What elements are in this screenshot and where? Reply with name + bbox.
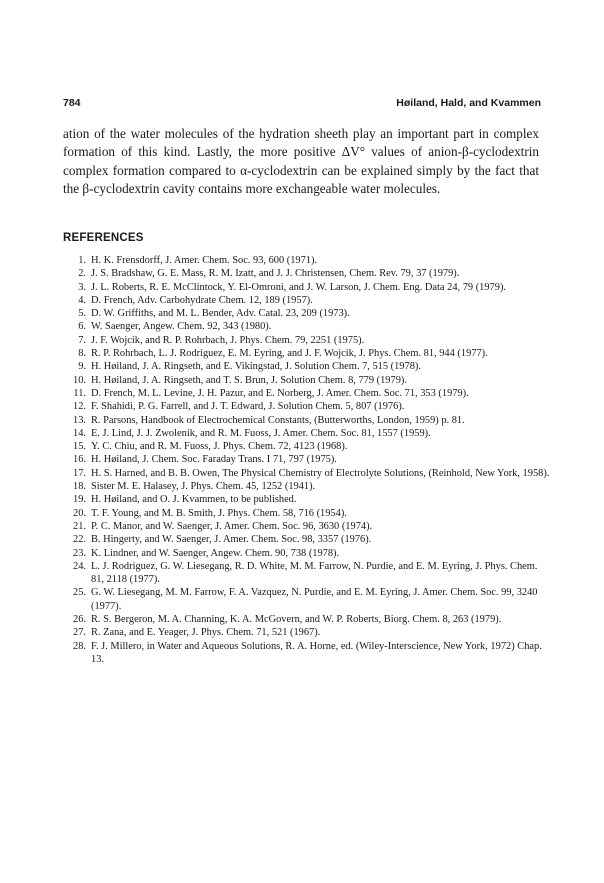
reference-number: 7. — [78, 334, 86, 346]
reference-text: J. L. Roberts, R. E. McClintock, Y. El-Omroni, and J. W. Larson, J. Chem. Eng. Data 24, 79 (1979). — [91, 281, 507, 293]
references-heading: REFERENCES — [63, 232, 144, 244]
reference-number: 28. — [73, 640, 86, 652]
reference-item — [70, 533, 550, 546]
reference-item — [70, 493, 550, 506]
reference-item — [70, 613, 550, 626]
reference-number: 19. — [73, 494, 86, 506]
reference-item — [70, 626, 550, 639]
reference-item — [70, 507, 550, 520]
reference-number: 5. — [78, 308, 86, 320]
reference-number: 23. — [73, 547, 86, 559]
reference-number: 27. — [73, 627, 86, 639]
reference-item — [70, 334, 550, 347]
reference-item — [70, 520, 550, 533]
reference-number: 21. — [73, 520, 86, 532]
reference-text: D. French, M. L. Levine, J. H. Pazur, and E. Norberg, J. Amer. Chem. Soc. 71, 353 (1979). — [91, 387, 469, 399]
reference-text: K. Lindner, and W. Saenger, Angew. Chem. 90, 738 (1978). — [91, 547, 340, 559]
reference-text: H. Høiland, J. Chem. Soc. Faraday Trans. I 71, 797 (1975). — [91, 454, 337, 466]
reference-number: 12. — [73, 401, 86, 413]
reference-text: R. P. Rohrbach, L. J. Rodriguez, E. M. Eyring, and J. F. Wojcik, J. Phys. Chem. 81, 944 (1977). — [91, 348, 488, 360]
reference-number: 2. — [78, 268, 86, 280]
body-paragraph: ation of the water molecules of the hydration sheeth play an important part in complex formation of this kind. Lastly, the more positive ΔV° values of anion-β-cyclodextrin complex formation compared to α-cyclodextrin can be explained simply by the fact that the β-cyclodextrin cavity contains more exchangeable water molecules. — [63, 126, 539, 197]
reference-item — [70, 453, 550, 466]
reference-item — [70, 427, 550, 440]
reference-item — [70, 374, 550, 387]
reference-item — [70, 480, 550, 493]
reference-text: H. Høiland, and O. J. Kvammen, to be published. — [91, 494, 297, 506]
reference-item — [70, 360, 550, 373]
reference-text: G. W. Liesegang, M. M. Farrow, F. A. Vazquez, N. Purdie, and E. M. Eyring, J. Amer. Chem. Soc. 99, 3240 (1977). — [91, 587, 538, 612]
reference-number: 24. — [73, 560, 86, 572]
reference-item — [70, 440, 550, 453]
reference-text: R. S. Bergeron, M. A. Channing, K. A. McGovern, and W. P. Roberts, Biorg. Chem. 8, 263 (1979). — [91, 614, 502, 626]
reference-number: 18. — [73, 481, 86, 493]
reference-text: Sister M. E. Halasey, J. Phys. Chem. 45, 1252 (1941). — [91, 481, 316, 493]
reference-item — [70, 307, 550, 320]
reference-number: 15. — [73, 441, 86, 453]
reference-text: H. K. Frensdorff, J. Amer. Chem. Soc. 93, 600 (1971). — [91, 255, 318, 266]
reference-text: L. J. Rodriguez, G. W. Liesegang, R. D. White, M. M. Farrow, N. Purdie, and E. M. Eyring, J. Phys. Chem. 81, 2118 (1977). — [91, 560, 538, 586]
reference-number: 16. — [73, 454, 86, 466]
reference-text: D. W. Griffiths, and M. L. Bender, Adv. Catal. 23, 209 (1973). — [91, 308, 350, 320]
reference-number: 11. — [73, 387, 86, 399]
reference-number: 8. — [78, 348, 86, 360]
reference-number: 13. — [73, 414, 86, 426]
reference-item — [70, 387, 550, 400]
reference-number: 22. — [73, 534, 86, 546]
reference-text: E. J. Lind, J. J. Zwolenik, and R. M. Fuoss, J. Amer. Chem. Soc. 81, 1557 (1959). — [91, 427, 431, 439]
reference-text: T. F. Young, and M. B. Smith, J. Phys. Chem. 58, 716 (1954). — [91, 507, 347, 519]
reference-number: 20. — [73, 507, 86, 519]
reference-number: 4. — [78, 294, 86, 306]
reference-list — [70, 254, 550, 666]
reference-number: 25. — [73, 587, 86, 599]
reference-item — [70, 640, 550, 667]
reference-number: 26. — [73, 614, 86, 626]
reference-number: 6. — [78, 321, 86, 333]
reference-text: H. Høiland, J. A. Ringseth, and T. S. Brun, J. Solution Chem. 8, 779 (1979). — [91, 374, 407, 386]
reference-item — [70, 467, 550, 480]
reference-number: 9. — [78, 361, 86, 373]
reference-text: J. F. Wojcik, and R. P. Rohrbach, J. Phys. Chem. 79, 2251 (1975). — [91, 334, 365, 346]
reference-item — [70, 281, 550, 294]
page-number: 784 — [63, 97, 81, 109]
reference-item — [70, 320, 550, 333]
reference-text: F. Shahidi, P. G. Farrell, and J. T. Edward, J. Solution Chem. 5, 807 (1976). — [91, 401, 405, 413]
reference-number: 3. — [78, 281, 86, 293]
running-head: Høiland, Hald, and Kvammen — [396, 97, 541, 109]
reference-text: B. Hingerty, and W. Saenger, J. Amer. Chem. Soc. 98, 3357 (1976). — [91, 534, 372, 546]
reference-item — [70, 267, 550, 280]
reference-item — [70, 347, 550, 360]
reference-number: 1. — [78, 255, 86, 266]
reference-text: P. C. Manor, and W. Saenger, J. Amer. Chem. Soc. 96, 3630 (1974). — [91, 520, 373, 532]
reference-item — [70, 560, 550, 587]
reference-item — [70, 414, 550, 427]
reference-text: H. S. Harned, and B. B. Owen, The Physical Chemistry of Electrolyte Solutions, (Reinhold, New York, 1958). — [91, 467, 550, 479]
reference-text: Y. C. Chiu, and R. M. Fuoss, J. Phys. Chem. 72, 4123 (1968). — [91, 441, 348, 453]
reference-item — [70, 547, 550, 560]
reference-text: D. French, Adv. Carbohydrate Chem. 12, 189 (1957). — [91, 294, 313, 306]
reference-text: F. J. Millero, in Water and Aqueous Solutions, R. A. Horne, ed. (Wiley-Interscience, New York, 1972) Chap. 13. — [91, 640, 542, 665]
reference-number: 14. — [73, 427, 86, 439]
reference-number: 10. — [73, 374, 86, 386]
reference-item — [70, 254, 550, 267]
reference-text: W. Saenger, Angew. Chem. 92, 343 (1980). — [91, 321, 272, 333]
reference-text: R. Zana, and E. Yeager, J. Phys. Chem. 71, 521 (1967). — [91, 627, 321, 639]
reference-text: J. S. Bradshaw, G. E. Mass, R. M. Izatt, and J. J. Christensen, Chem. Rev. 79, 37 (1979). — [91, 268, 460, 280]
reference-item — [70, 400, 550, 413]
reference-number: 17. — [73, 467, 86, 479]
reference-item — [70, 294, 550, 307]
reference-item — [70, 586, 550, 613]
reference-text: R. Parsons, Handbook of Electrochemical Constants, (Butterworths, London, 1959) p. 81. — [91, 414, 465, 426]
reference-text: H. Høiland, J. A. Ringseth, and E. Vikingstad, J. Solution Chem. 7, 515 (1978). — [91, 361, 421, 373]
